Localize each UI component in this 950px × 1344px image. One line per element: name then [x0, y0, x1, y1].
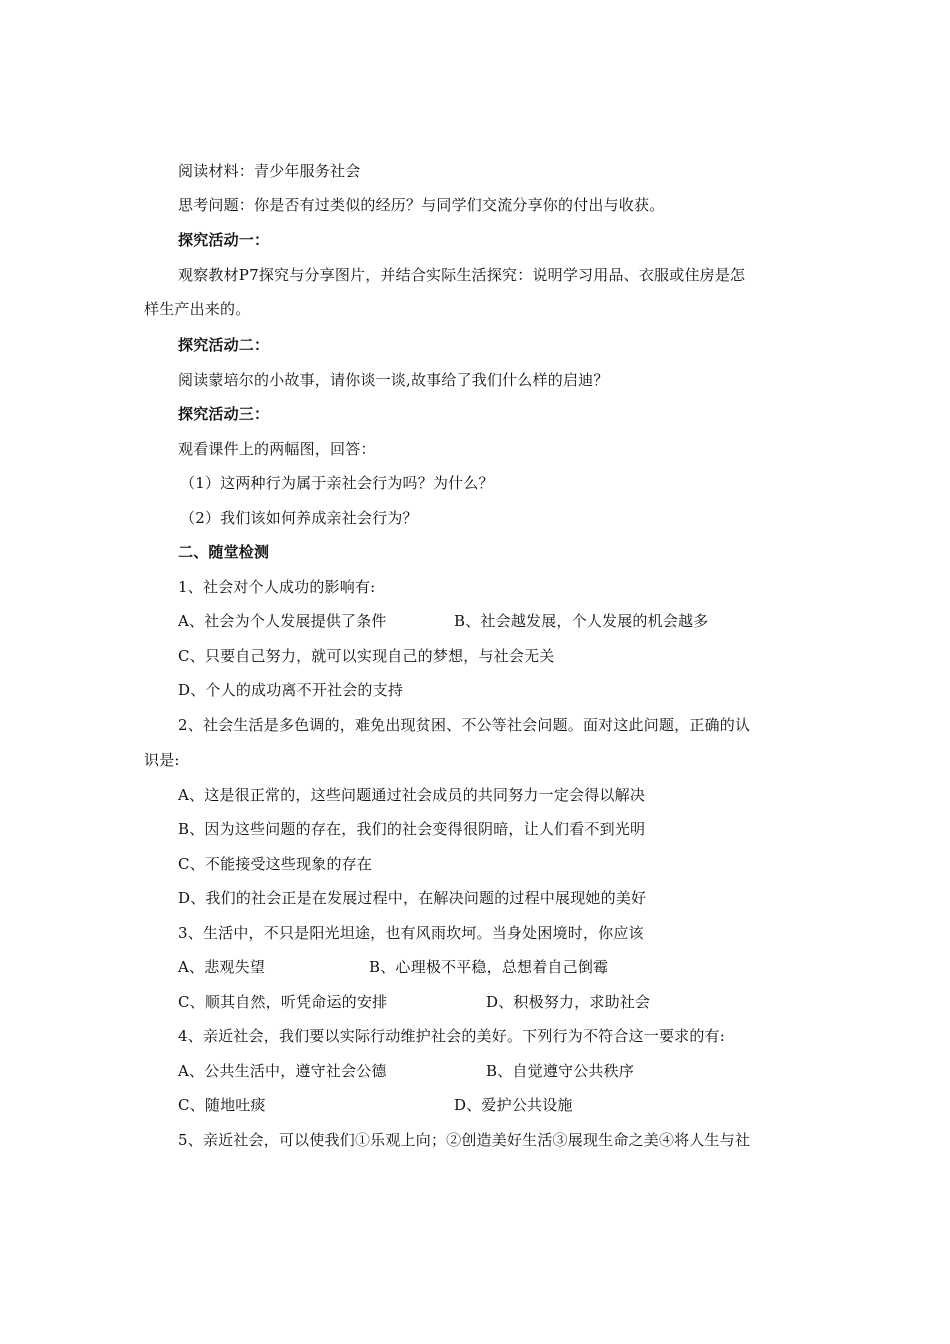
activity1-text-line2: 样生产出来的。 [144, 300, 251, 318]
q1-option-row [178, 611, 709, 631]
q2-option-c: C、不能接受这些现象的存在 [178, 855, 373, 873]
q1-option-d: D、个人的成功离不开社会的支持 [178, 681, 404, 699]
activity1-title: 探究活动一： [178, 231, 270, 249]
q1-option-c: C、只要自己努力，就可以实现自己的梦想，与社会无关 [178, 647, 555, 665]
q2-option-b: B、因为这些问题的存在，我们的社会变得很阴暗，让人们看不到光明 [178, 820, 646, 838]
q4-option-row1 [178, 1061, 635, 1081]
q4-option-row2 [178, 1095, 573, 1115]
q4-option-c: C、随地吐痰 [178, 1096, 266, 1114]
reading-question: 思考问题：你是否有过类似的经历？与同学们交流分享你的付出与收获。 [178, 196, 665, 214]
q1-option-a: A、社会为个人发展提供了条件 [178, 612, 387, 630]
q4-stem: 4、亲近社会，我们要以实际行动维护社会的美好。下列行为不符合这一要求的有: [178, 1027, 726, 1045]
q2-option-d: D、我们的社会正是在发展过程中，在解决问题的过程中展现她的美好 [178, 889, 647, 907]
section2-title: 二、随堂检测 [178, 543, 270, 561]
q4-option-a: A、公共生活中，遵守社会公德 [178, 1062, 387, 1080]
q3-option-c: C、顺其自然，听凭命运的安排 [178, 993, 388, 1011]
q1-option-b: B、社会越发展，个人发展的机会越多 [454, 612, 709, 630]
q2-option-a: A、这是很正常的，这些问题通过社会成员的共同努力一定会得以解决 [178, 786, 646, 804]
q2-stem-line1: 2、社会生活是多色调的，难免出现贫困、不公等社会问题。面对这此问题，正确的认 [178, 716, 751, 734]
q4-option-b: B、自觉遵守公共秩序 [486, 1062, 635, 1080]
q3-option-a: A、悲观失望 [178, 958, 266, 976]
q3-option-b: B、心理极不平稳，总想着自己倒霉 [369, 958, 609, 976]
activity3-q2: （2）我们该如何养成亲社会行为？ [180, 509, 418, 527]
q3-stem: 3、生活中，不只是阳光坦途，也有风雨坎坷。当身处困境时，你应该 [178, 924, 644, 942]
q4-option-d: D、爱护公共设施 [454, 1096, 573, 1114]
q2-stem-line2: 识是: [144, 751, 180, 769]
reading-material: 阅读材料：青少年服务社会 [178, 162, 361, 180]
q1-stem: 1、社会对个人成功的影响有: [178, 578, 376, 596]
q3-option-d: D、积极努力，求助社会 [486, 993, 651, 1011]
activity1-text-line1: 观察教材P7探究与分享图片，并结合实际生活探究：说明学习用品、衣服或住房是怎 [178, 266, 746, 284]
q3-option-row1 [178, 957, 609, 977]
activity3-q1: （1）这两种行为属于亲社会行为吗？为什么？ [180, 474, 494, 492]
activity3-title: 探究活动三： [178, 405, 270, 423]
activity2-title: 探究活动二： [178, 336, 270, 354]
q3-option-row2 [178, 992, 651, 1012]
activity2-text: 阅读蒙培尔的小故事，请你谈一谈,故事给了我们什么样的启迪？ [178, 371, 609, 389]
q5-stem-line1: 5、亲近社会，可以使我们①乐观上向；②创造美好生活③展现生命之美④将人生与社 [178, 1131, 751, 1149]
activity3-text: 观看课件上的两幅图，回答： [178, 440, 376, 458]
